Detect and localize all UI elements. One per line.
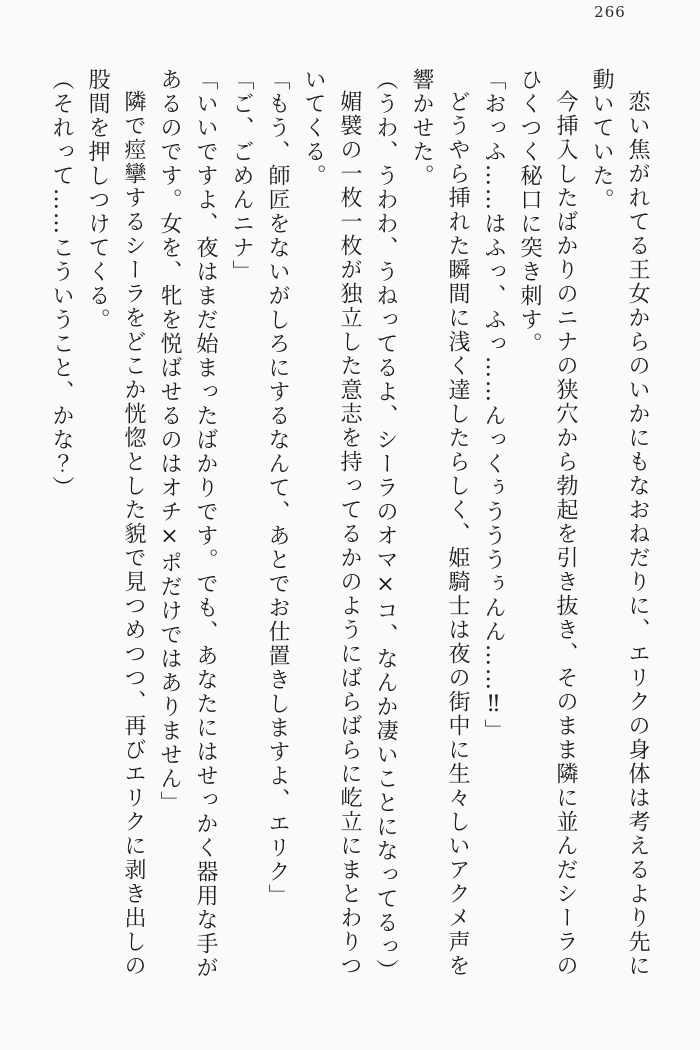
paragraph-6: 媚襞の一枚一枚が独立した意志を持ってるかのようにばらばらに屹立にまとわりついてくる。: [301, 68, 362, 978]
paragraph-11: （それって……こういうこと、かな？）: [49, 68, 74, 500]
page-number: 266: [594, 3, 626, 21]
paragraph-9: 「いいですよ、夜はまだ始まったばかりです。でも、あなたにはせっかく器用な手があるのです。女を、牝を悦ばせるのはオチ×ポだけではありません」: [157, 68, 218, 980]
paragraph-5: （うわ、うわわ、うねってるよ、シーラのオマ×コ、なんか凄いことになってるっ）: [373, 68, 398, 983]
page-text: [40, 68, 655, 996]
paragraph-4: どうやら挿れた瞬間に浅く達したらしく、姫騎士は夜の街中に生々しいアクメ声を響かせた。: [409, 68, 470, 978]
paragraph-7: 「もう、師匠をないがしろにするなんて、あとでお仕置きしますよ、エリク」: [265, 68, 290, 908]
paragraph-8: 「ご、ごめんニナ」: [229, 68, 254, 284]
paragraph-3: 「おっふ……はふっ、ふっ……んっくぅうううぅんん……‼」: [481, 68, 506, 743]
paragraph-2: 今挿入したばかりのニナの狭穴から勃起を引き抜き、そのまま隣に並んだシーラのひくつく秘口に突き刺す。: [517, 68, 578, 978]
paragraph-1: 恋い焦がれてる王女からのいかにもなおねだりに、エリクの身体は考えるより先に動いていた。: [589, 68, 650, 978]
paragraph-10: 隣で痙攣するシーラをどこか恍惚とした貌で見つめつつ、再びエリクに剥き出しの股間を押しつけてくる。: [85, 68, 146, 978]
